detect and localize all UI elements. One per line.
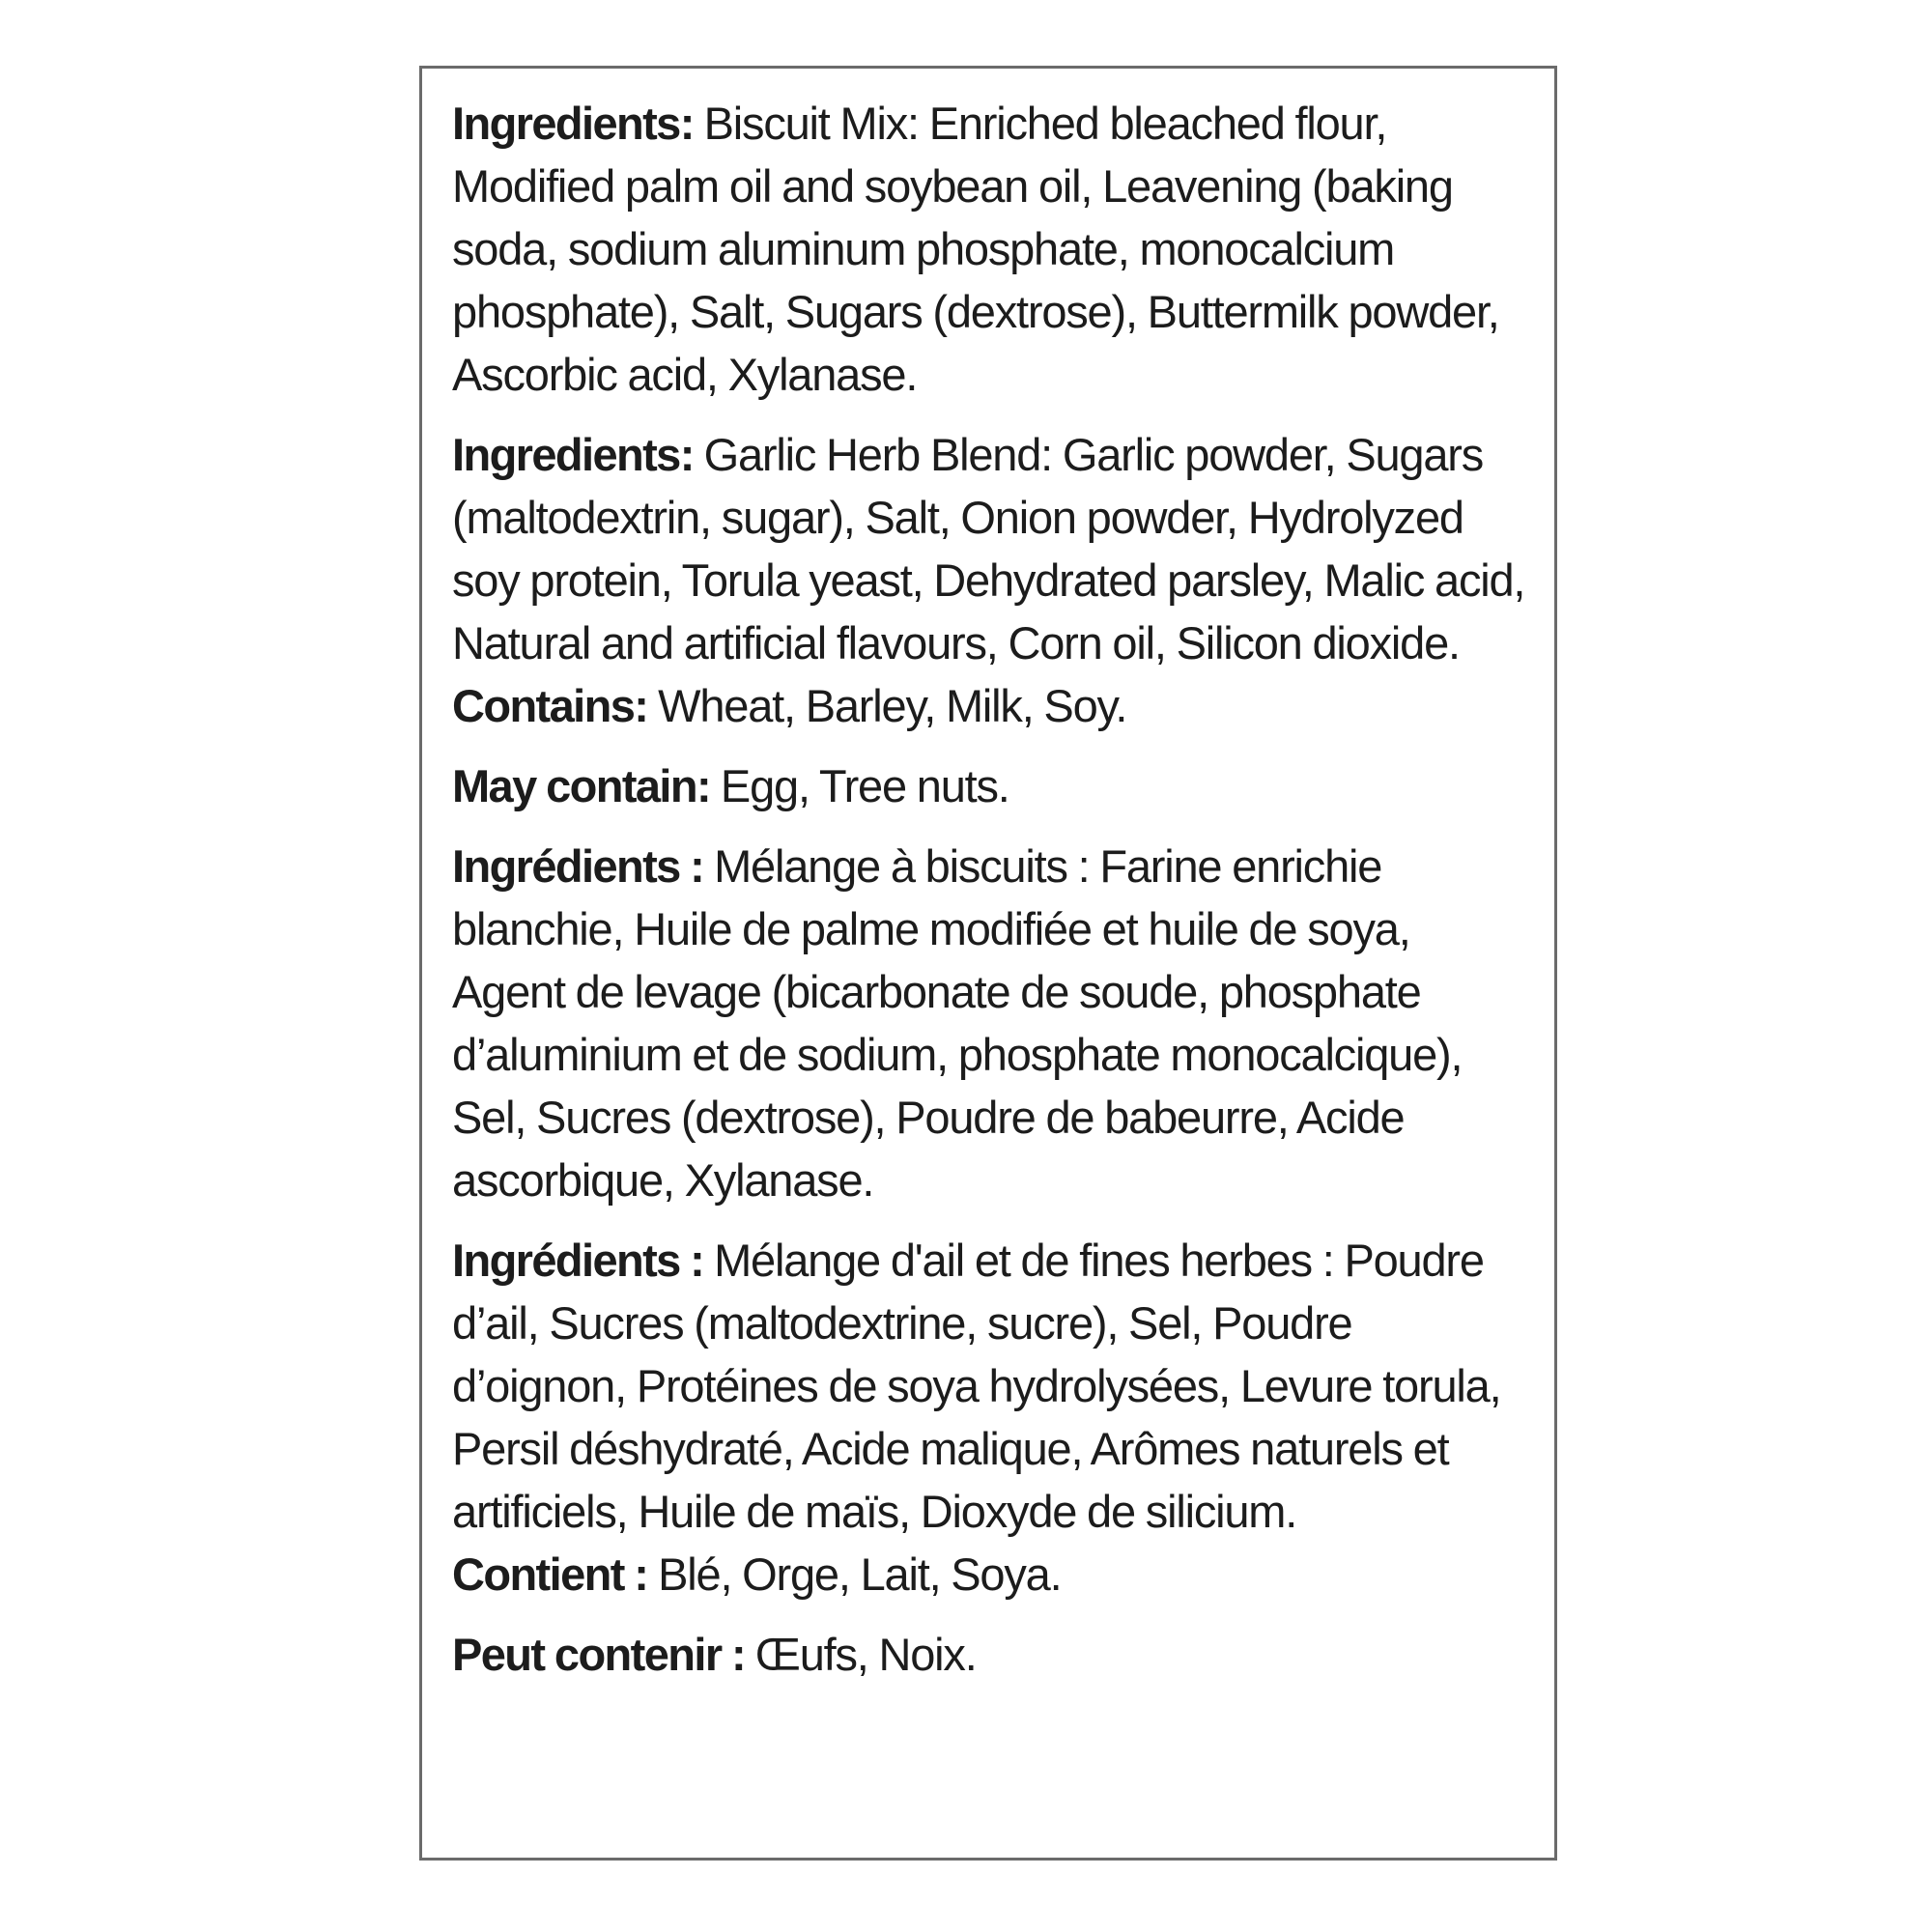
section-heading: Ingredients: <box>452 98 694 149</box>
section-heading: Ingredients: <box>452 429 694 480</box>
contains-allergens <box>452 674 1529 737</box>
section-text: Wheat, Barley, Milk, Soy. <box>647 680 1127 731</box>
ingredients-label-panel <box>419 66 1557 1861</box>
section-text: Œufs, Noix. <box>745 1629 977 1680</box>
section-heading: Peut contenir : <box>452 1629 746 1680</box>
may-contain-allergens <box>452 754 1529 817</box>
may-contain-allergens-fr <box>452 1623 1529 1686</box>
garlic-herb-ingredients <box>452 423 1529 674</box>
section-text: Blé, Orge, Lait, Soya. <box>647 1548 1062 1600</box>
section-heading: Contient : <box>452 1548 648 1600</box>
contains-allergens-fr <box>452 1543 1529 1605</box>
section-heading: May contain: <box>452 760 711 811</box>
section-text: Mélange à biscuits : Farine enrichie blanchie, Huile de palme modifiée et huile de soya, Agent de levage (bicarbonate de soude, phosphate d’aluminium et de sodium, phosphate monocalcique), Sel, Sucres (dextrose), Poudre de babeurre, Acide ascorbique, Xylanase. <box>452 840 1463 1206</box>
biscuit-mix-ingredients-fr <box>452 835 1529 1211</box>
biscuit-mix-ingredients <box>452 92 1529 406</box>
section-text: Garlic Herb Blend: Garlic powder, Sugars (maltodextrin, sugar), Salt, Onion powder, Hydrolyzed soy protein, Torula yeast, Dehydrated parsley, Malic acid, Natural and artificial flavours, Corn oil, Silicon dioxide. <box>452 429 1525 668</box>
section-heading: Contains: <box>452 680 648 731</box>
section-heading: Ingrédients : <box>452 840 704 892</box>
section-text: Biscuit Mix: Enriched bleached flour, Modified palm oil and soybean oil, Leavening (baking soda, sodium aluminum phosphate, monocalcium phosphate), Salt, Sugars (dextrose), Buttermilk powder, Ascorbic acid, Xylanase. <box>452 98 1499 400</box>
section-text: Egg, Tree nuts. <box>710 760 1009 811</box>
section-text: Mélange d'ail et de fines herbes : Poudre d’ail, Sucres (maltodextrine, sucre), Sel, Poudre d’oignon, Protéines de soya hydrolysées, Levure torula, Persil déshydraté, Acide malique, Arômes naturels et artificiels, Huile de maïs, Dioxyde de silicium. <box>452 1235 1501 1537</box>
garlic-herb-ingredients-fr <box>452 1229 1529 1543</box>
section-heading: Ingrédients : <box>452 1235 704 1286</box>
